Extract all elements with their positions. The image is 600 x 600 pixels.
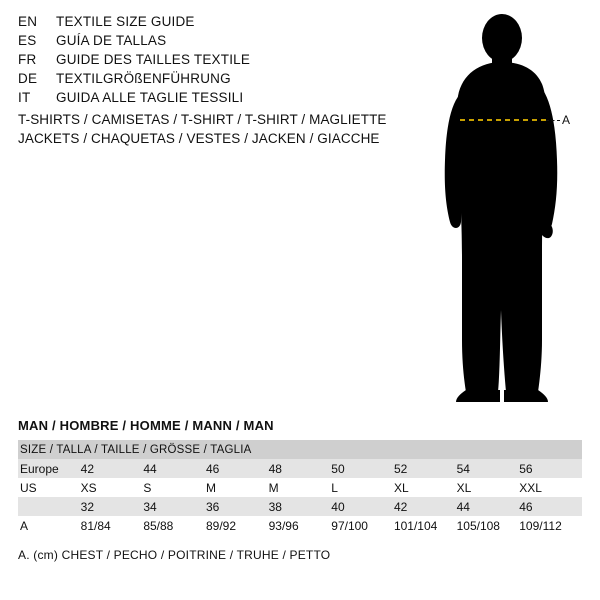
category-line-jackets: JACKETS / CHAQUETAS / VESTES / JACKEN / GIACCHE	[18, 131, 380, 146]
table-cell: 46	[519, 497, 582, 516]
section-heading-man: MAN / HOMBRE / HOMME / MANN / MAN	[18, 418, 274, 433]
table-cell: 93/96	[269, 516, 332, 535]
size-table-wrapper	[18, 440, 582, 535]
table-cell: 32	[81, 497, 144, 516]
language-code: DE	[18, 71, 38, 86]
language-row	[18, 14, 378, 33]
table-cell: 85/88	[143, 516, 206, 535]
table-cell: 101/104	[394, 516, 457, 535]
table-cell: 54	[457, 459, 520, 478]
table-header-row	[18, 440, 582, 459]
table-cell: XS	[81, 478, 144, 497]
table-cell: 89/92	[206, 516, 269, 535]
table-cell: 81/84	[81, 516, 144, 535]
figure-illustration	[400, 10, 600, 410]
language-row	[18, 33, 378, 52]
marker-label-a: A	[562, 113, 571, 127]
table-cell: 42	[81, 459, 144, 478]
table-row	[18, 478, 582, 497]
row-label: US	[18, 478, 81, 497]
table-cell: 97/100	[331, 516, 394, 535]
table-cell: 50	[331, 459, 394, 478]
table-cell: S	[143, 478, 206, 497]
table-cell: M	[269, 478, 332, 497]
table-cell: 44	[143, 459, 206, 478]
table-cell: 105/108	[457, 516, 520, 535]
language-text: GUIDE DES TAILLES TEXTILE	[56, 52, 251, 67]
language-row	[18, 90, 378, 109]
table-cell: XL	[457, 478, 520, 497]
table-cell: 36	[206, 497, 269, 516]
table-row	[18, 516, 582, 535]
language-header-block	[18, 14, 378, 109]
table-cell: 34	[143, 497, 206, 516]
table-cell: 46	[206, 459, 269, 478]
row-label: Europe	[18, 459, 81, 478]
table-cell: XXL	[519, 478, 582, 497]
table-cell: 38	[269, 497, 332, 516]
language-row	[18, 71, 378, 90]
table-cell: M	[206, 478, 269, 497]
marker-dash-line	[546, 120, 560, 121]
table-cell: 44	[457, 497, 520, 516]
footnote-chest-measure: A. (cm) CHEST / PECHO / POITRINE / TRUHE / PETTO	[18, 548, 331, 562]
table-header-label: SIZE / TALLA / TAILLE / GRÖSSE / TAGLIA	[18, 440, 582, 459]
row-label: A	[18, 516, 81, 535]
language-code: EN	[18, 14, 38, 29]
table-cell: L	[331, 478, 394, 497]
language-code: ES	[18, 33, 37, 48]
size-table	[18, 440, 582, 535]
language-code: FR	[18, 52, 37, 67]
table-cell: 42	[394, 497, 457, 516]
table-cell: 48	[269, 459, 332, 478]
category-line-tshirts: T-SHIRTS / CAMISETAS / T-SHIRT / T-SHIRT / MAGLIETTE	[18, 112, 387, 127]
table-cell: 40	[331, 497, 394, 516]
male-silhouette-icon	[400, 10, 600, 410]
table-cell: 56	[519, 459, 582, 478]
language-text: TEXTILGRÖßENFÜHRUNG	[56, 71, 231, 86]
table-cell: XL	[394, 478, 457, 497]
table-row	[18, 497, 582, 516]
table-cell: 52	[394, 459, 457, 478]
category-block	[18, 110, 418, 148]
row-label	[18, 497, 81, 516]
language-row	[18, 52, 378, 71]
language-text: GUÍA DE TALLAS	[56, 33, 167, 48]
table-cell: 109/112	[519, 516, 582, 535]
language-text: TEXTILE SIZE GUIDE	[56, 14, 195, 29]
table-row	[18, 459, 582, 478]
language-code: IT	[18, 90, 31, 105]
language-text: GUIDA ALLE TAGLIE TESSILI	[56, 90, 244, 105]
